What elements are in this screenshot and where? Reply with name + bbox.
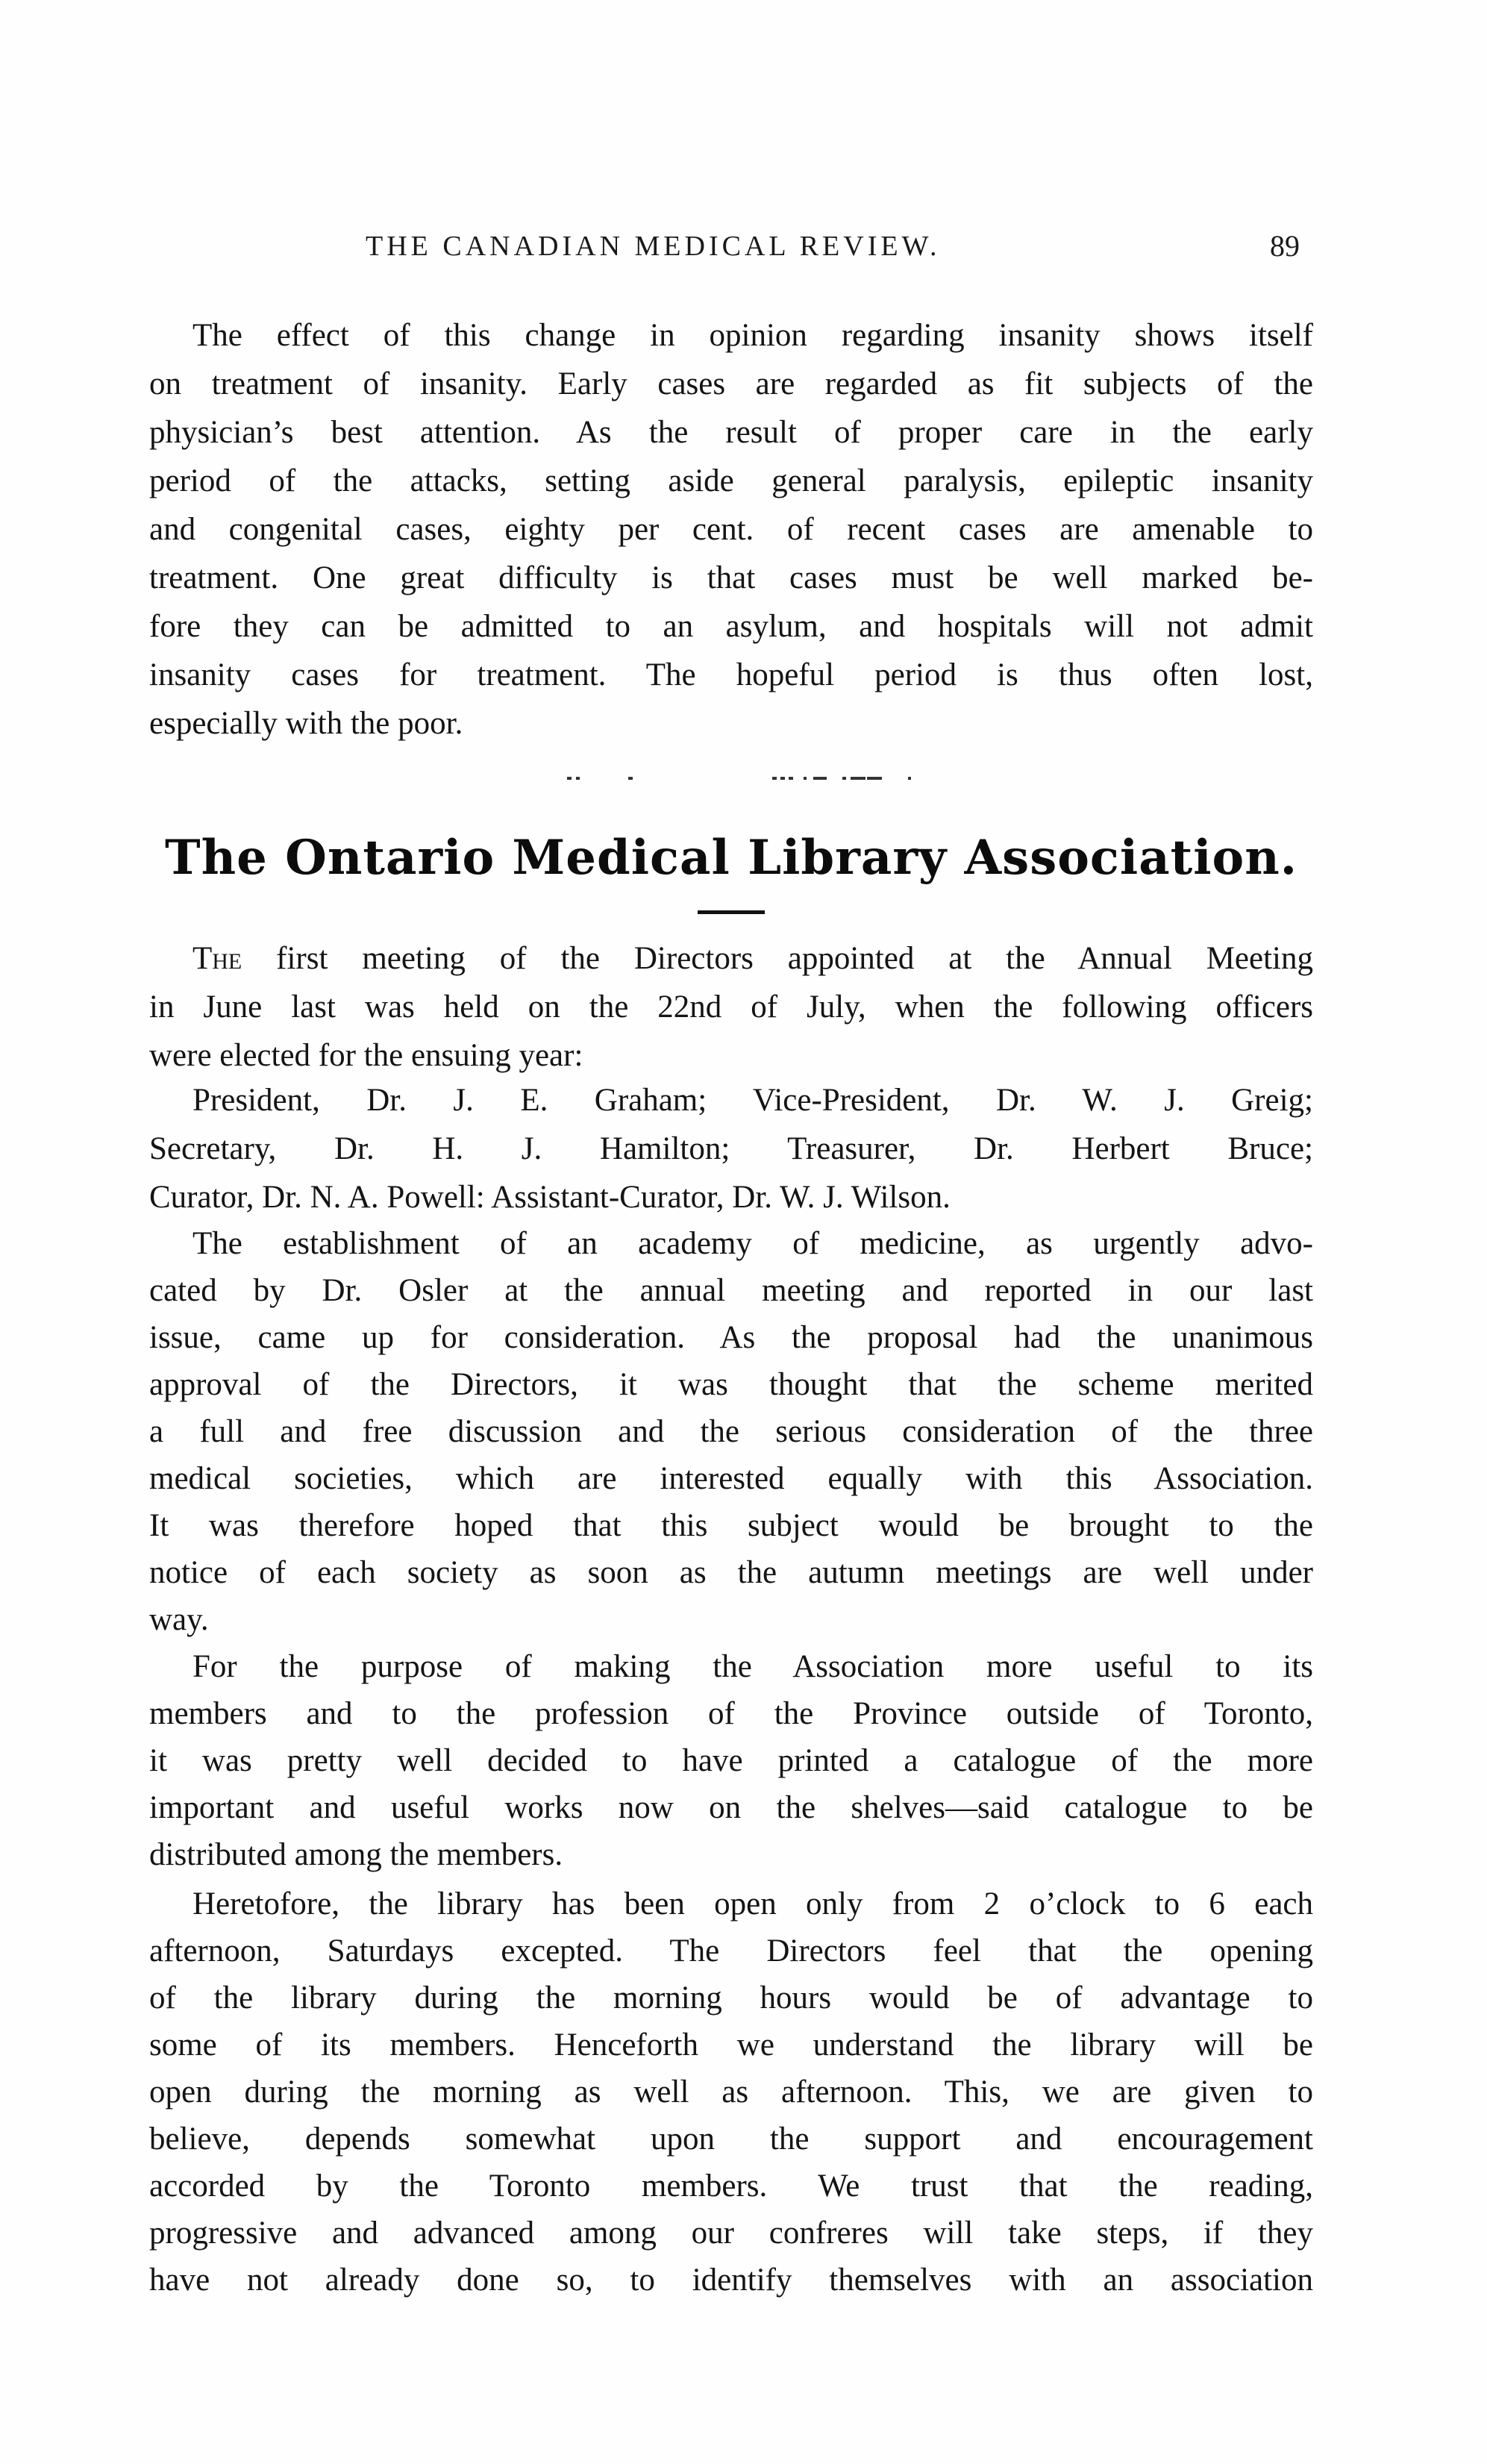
- divider-dash: [789, 777, 793, 780]
- paragraph-4-line: members and to the profession of the Province outside of Toronto,: [149, 1696, 1313, 1731]
- paragraph-5-line: have not already done so, to identify themselves with an association: [149, 2263, 1313, 2298]
- officers-line: Secretary, Dr. H. J. Hamilton; Treasurer, Dr. Herbert Bruce;: [149, 1131, 1313, 1166]
- paragraph-1-line: The effect of this change in opinion regarding insanity shows itself: [192, 318, 1313, 353]
- paragraph-2-line-text: first meeting of the Directors appointed at the Annual Meeting: [242, 941, 1313, 976]
- paragraph-1-line: insanity cases for treatment. The hopeful period is thus often lost,: [149, 657, 1313, 692]
- paragraph-2-line: [192, 936, 1313, 981]
- paragraph-1-line: period of the attacks, setting aside general paralysis, epileptic insanity: [149, 463, 1313, 498]
- divider-dash: [908, 777, 911, 780]
- paragraph-3-line: a full and free discussion and the serious consideration of the three: [149, 1414, 1313, 1449]
- paragraph-3-line: issue, came up for consideration. As the proposal had the unanimous: [149, 1320, 1313, 1355]
- paragraph-5-line: Heretofore, the library has been open only from 2 o’clock to 6 each: [192, 1886, 1313, 1922]
- paragraph-4-line: distributed among the members.: [149, 1837, 563, 1872]
- paragraph-5-line: believe, depends somewhat upon the support and encouragement: [149, 2121, 1313, 2157]
- journal-title: THE CANADIAN MEDICAL REVIEW.: [366, 231, 941, 262]
- paragraph-4-line: important and useful works now on the shelves—said catalogue to be: [149, 1790, 1313, 1825]
- paragraph-1-line: physician’s best attention. As the result of proper care in the early: [149, 415, 1313, 450]
- paragraph-3-line: The establishment of an academy of medicine, as urgently advo-: [192, 1226, 1313, 1261]
- paragraph-4-line: For the purpose of making the Association more useful to its: [192, 1649, 1313, 1684]
- paragraph-2-line: were elected for the ensuing year:: [149, 1038, 583, 1073]
- divider-dash: [576, 777, 580, 780]
- paragraph-3-line: way.: [149, 1602, 209, 1637]
- paragraph-3-line: cated by Dr. Osler at the annual meeting and reported in our last: [149, 1273, 1313, 1308]
- section-divider: [0, 776, 1487, 781]
- paragraph-1-line: treatment. One great difficulty is that cases must be well marked be-: [149, 560, 1313, 595]
- paragraph-5-line: progressive and advanced among our confreres will take steps, if they: [149, 2216, 1313, 2251]
- paragraph-1-line: especially with the poor.: [149, 706, 463, 741]
- paragraph-1-line: on treatment of insanity. Early cases are regarded as fit subjects of the: [149, 366, 1313, 401]
- paragraph-3-line: approval of the Directors, it was thought that the scheme merited: [149, 1367, 1313, 1402]
- paragraph-3-line: medical societies, which are interested equally with this Association.: [149, 1461, 1313, 1496]
- paragraph-5-line: accorded by the Toronto members. We trust that the reading,: [149, 2168, 1313, 2204]
- paragraph-3-line: It was therefore hoped that this subject would be brought to the: [149, 1508, 1313, 1543]
- officers-line: Curator, Dr. N. A. Powell: Assistant-Curator, Dr. W. J. Wilson.: [149, 1180, 951, 1215]
- officers-line: President, Dr. J. E. Graham; Vice-President, Dr. W. J. Greig;: [192, 1083, 1313, 1118]
- paragraph-5-line: of the library during the morning hours would be of advantage to: [149, 1980, 1313, 2016]
- paragraph-3-line: notice of each society as soon as the autumn meetings are well under: [149, 1555, 1313, 1590]
- divider-dash: [567, 777, 572, 780]
- divider-dash: [842, 777, 846, 780]
- paragraph-4-line: it was pretty well decided to have printed a catalogue of the more: [149, 1743, 1313, 1778]
- divider-dash: [780, 777, 785, 780]
- paragraph-5-line: open during the morning as well as afternoon. This, we are given to: [149, 2074, 1313, 2110]
- running-head: [149, 224, 1313, 269]
- paragraph-1-line: and congenital cases, eighty per cent. of recent cases are amenable to: [149, 512, 1313, 547]
- paragraph-2-line: in June last was held on the 22nd of July, when the following officers: [149, 989, 1313, 1025]
- divider-dash: [772, 777, 777, 780]
- small-caps-lead: The: [192, 941, 242, 976]
- section-title: The Ontario Medical Library Association.: [164, 830, 1298, 886]
- paragraph-5-line: some of its members. Henceforth we understand the library will be: [149, 2027, 1313, 2063]
- divider-dash: [867, 777, 882, 780]
- title-rule: [698, 910, 765, 914]
- page-number: 89: [1270, 229, 1300, 263]
- paragraph-1-line: fore they can be admitted to an asylum, and hospitals will not admit: [149, 609, 1313, 644]
- divider-dash: [813, 777, 827, 780]
- paragraph-5-line: afternoon, Saturdays excepted. The Directors feel that the opening: [149, 1933, 1313, 1969]
- divider-dash: [804, 777, 807, 780]
- divider-dash: [851, 777, 865, 780]
- divider-dash: [628, 777, 633, 780]
